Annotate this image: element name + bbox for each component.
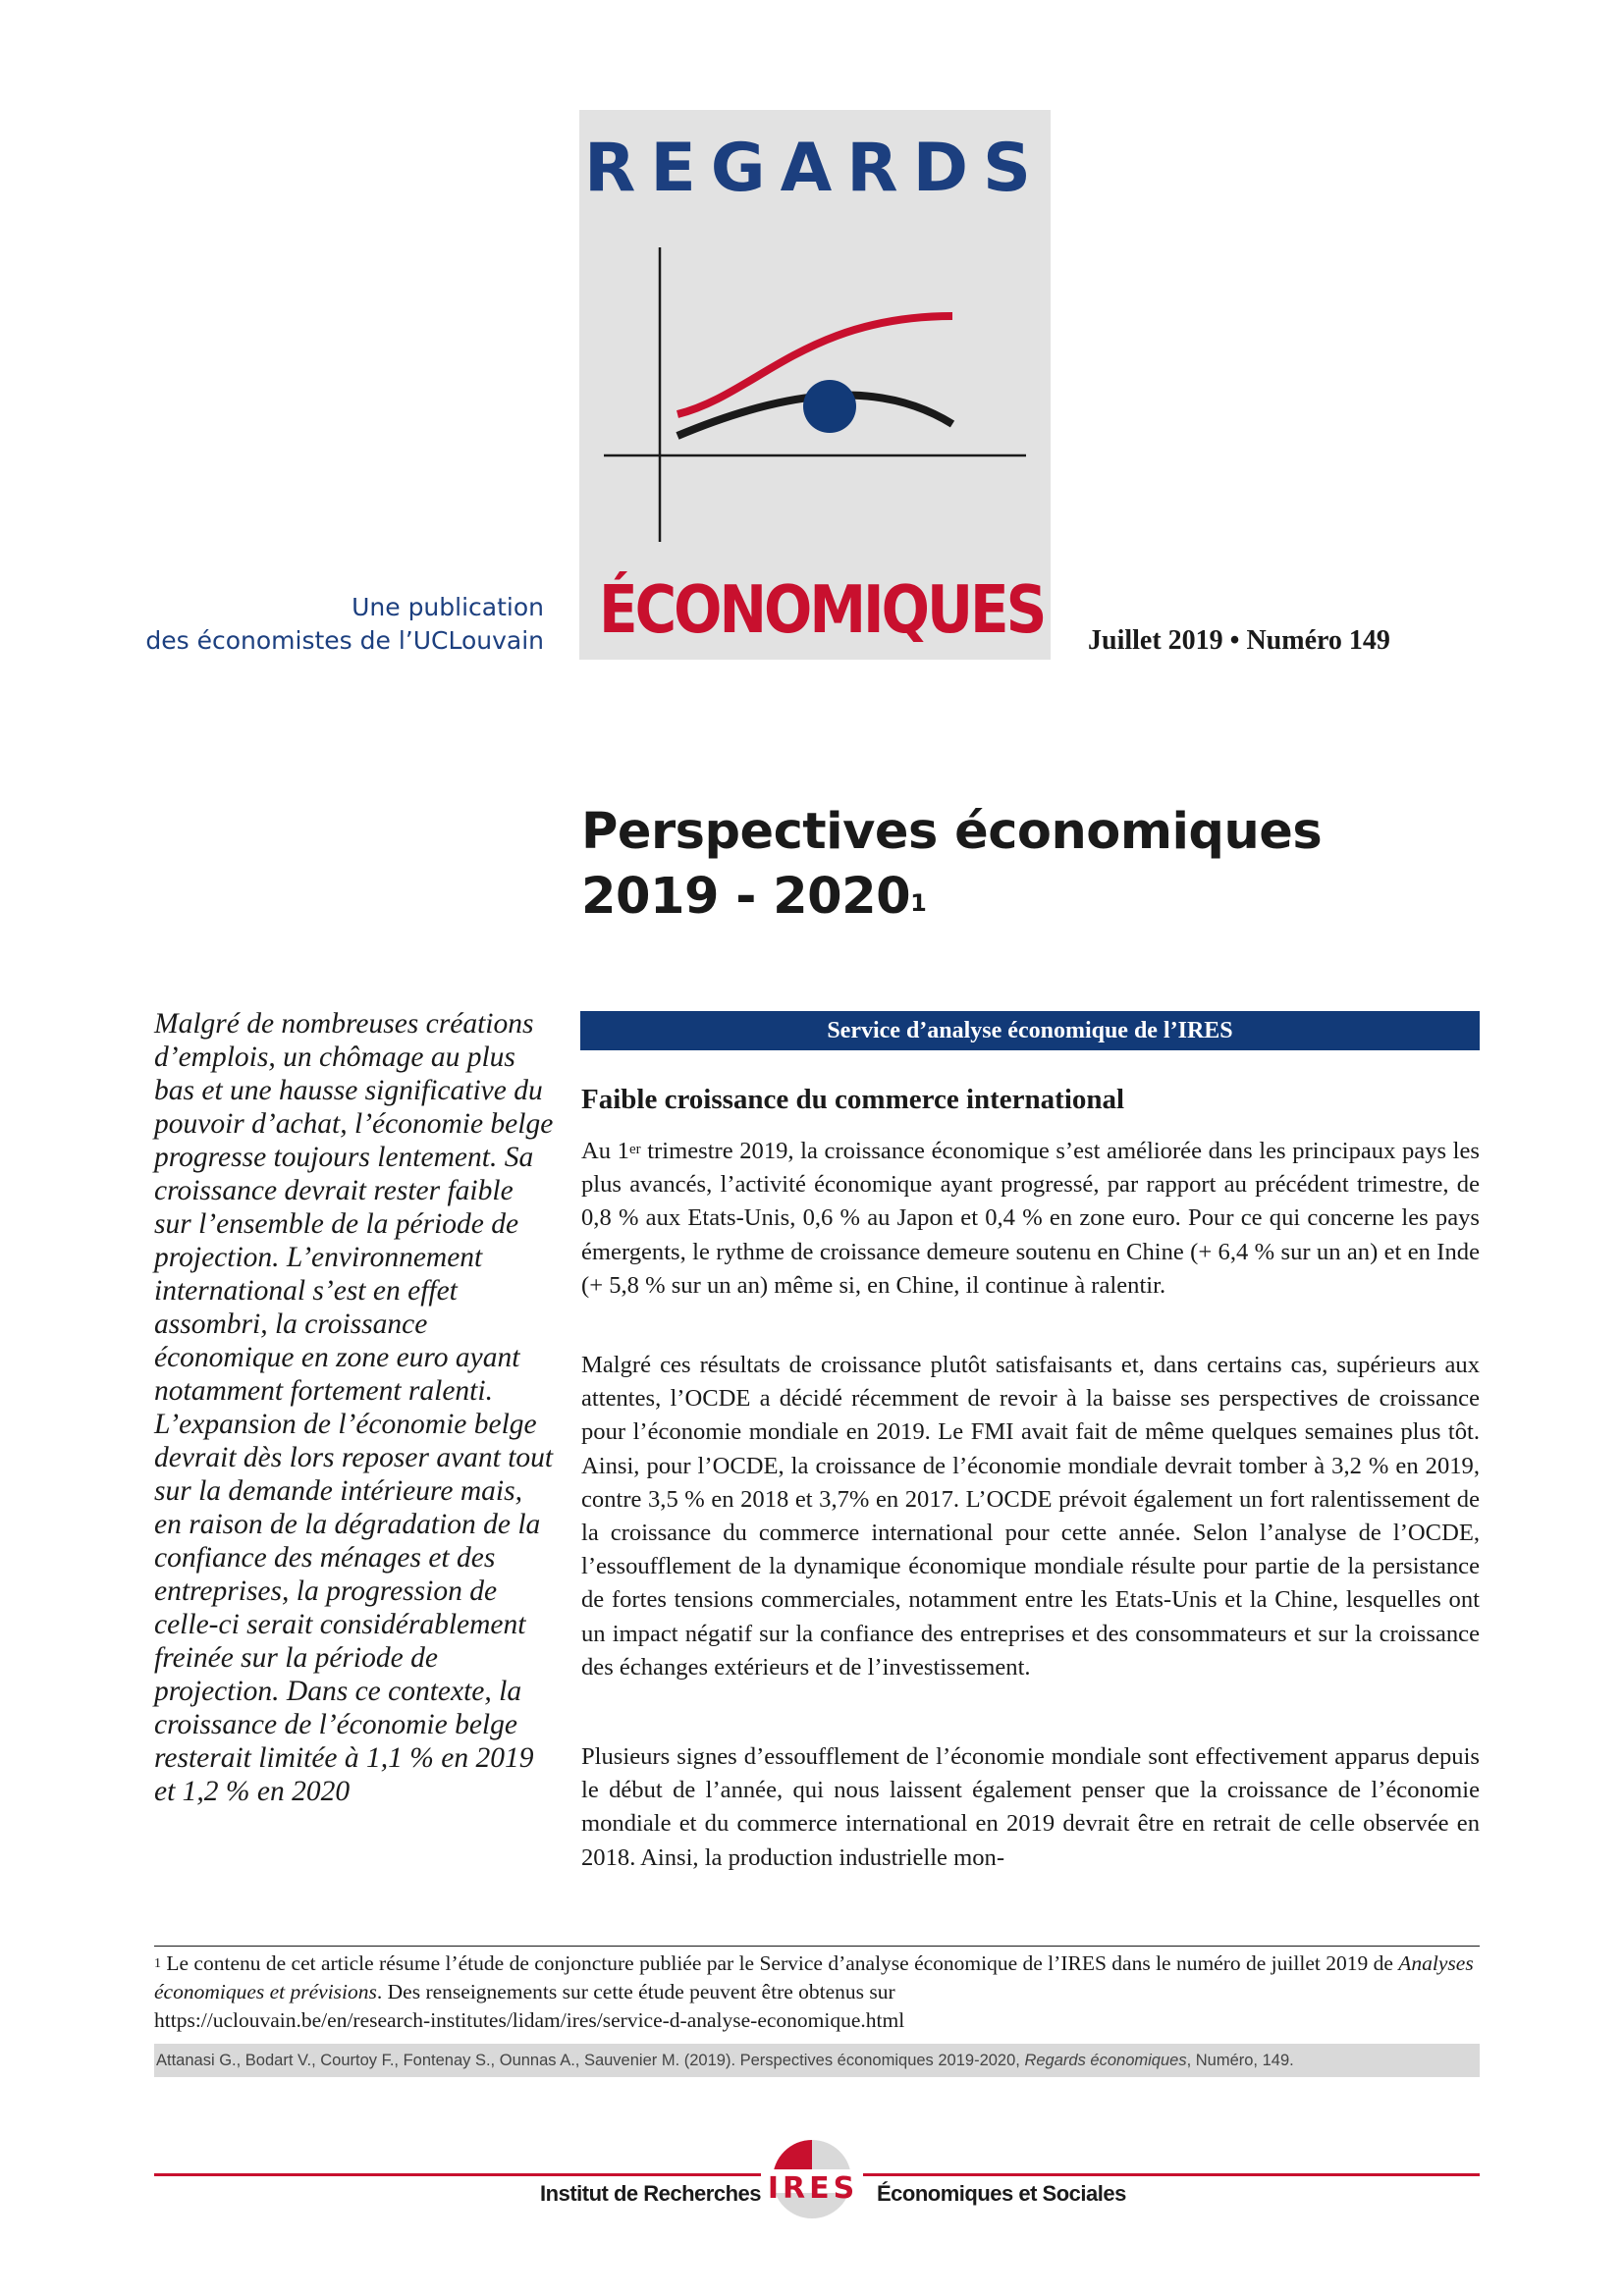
issue-date-number: Juillet 2019 • Numéro 149 xyxy=(1088,625,1390,656)
abstract-text: Malgré de nombreuses créations d’emplois, un chômage au plus bas et une hausse significative du pouvoir d’achat, l’économie belge progresse toujours lentement. Sa croissance devrait rester faible sur l’ensemble de la période de projection. L’environnement international s’est en effet assombri, la croissance économique en zone euro ayant notamment fortement ralenti. L’expansion de l’économie belge devrait dès lors reposer avant tout sur la demande intérieure mais, en raison de la dégradation de la confiance des ménages et des entreprises, la progression de celle-ci serait considérablement freinée sur la période de projection. Dans ce contexte, la croissance de l’économie belge resterait limitée à 1,1 % en 2019 et 1,2 % en 2020 xyxy=(154,1008,554,1807)
publication-line-1: Une publication xyxy=(352,593,544,621)
logo-economiques-text: ÉCONOMIQUES xyxy=(599,571,1045,649)
article-title xyxy=(581,800,1465,930)
title-line-1: Perspectives économiques xyxy=(581,803,1323,861)
publication-line-2: des économistes de l’UCLouvain xyxy=(145,626,544,655)
footer-institute-left: Institut de Recherches xyxy=(540,2181,761,2206)
footer-ires-wordmark: IRES xyxy=(767,2171,859,2206)
title-line-2: 2019 - 2020$^1$ xyxy=(581,868,927,926)
body-paragraph-2: Malgré ces résultats de croissance plutôt satisfaisants et, dans certains cas, supérieurs aux attentes, l’OCDE a décidé récemment de revoir à la baisse ses perspectives de croissance pour l’économie mondiale en 2019. Le FMI avait fait de même quelques semaines plus tôt. Ainsi, pour l’OCDE, la croissance de l’économie mondiale devrait tomber à 3,2 % en 2019, contre 3,5 % en 2018 et 3,7% en 2017. L’OCDE prévoit également un fort ralentissement de la croissance du commerce international pour cette année. Selon l’analyse de l’OCDE, l’essoufflement de la dynamique économique mondiale résulte pour partie de la persistance de fortes tensions commerciales, notamment entre les Etats-Unis et la Chine, lesquelles ont un impact négatif sur la confiance des entreprises et des consommateurs et sur la croissance des échanges extérieurs et de l’investissement. xyxy=(581,1352,1480,1681)
footer-institute-right: Économiques et Sociales xyxy=(877,2181,1126,2206)
body-paragraph-3: Plusieurs signes d’essoufflement de l’économie mondiale sont effectivement apparus depuis le début de l’année, qui nous laissent également penser que la croissance de l’économie mondiale et du commerce international en 2019 devrait être en retrait de celle observée en 2018. Ainsi, la production industrielle mon- xyxy=(581,1743,1480,1871)
footnote-url-link[interactable]: https://uclouvain.be/en/research-institutes/lidam/ires/service-d-analyse-economique.html xyxy=(154,2008,905,2032)
body-paragraph-1: Au 1er trimestre 2019, la croissance économique s’est améliorée dans les principaux pays les plus avancés, l’activité économique ayant progressé, par rapport au précédent trimestre, de 0,8 % aux Etats-Unis, 0,6 % au Japon et 0,4 % en zone euro. Pour ce qui concerne les pays émergents, le rythme de croissance demeure soutenu en Chine (+ 6,4 % sur un an) et en Inde (+ 5,8 % sur un an) même si, en Chine, il continue à ralentir. xyxy=(581,1138,1480,1299)
section-heading: Faible croissance du commerce international xyxy=(581,1084,1125,1115)
logo-regards-text: REGARDS xyxy=(583,130,1047,207)
footnote-divider xyxy=(154,1946,1480,1947)
citation-bar: Attanasi G., Bodart V., Courtoy F., Fontenay S., Ounnas A., Sauvenier M. (2019). Perspectives économiques 2019-2020, Regards économiques, Numéro, 149. xyxy=(154,2044,1480,2077)
service-banner: Service d’analyse économique de l’IRES xyxy=(580,1011,1480,1050)
footnote: $^1$ Le contenu de cet article résume l’étude de conjoncture publiée par le Service d’analyse économique de l’IRES dans le numéro de juillet 2019 de Analyses économiques et prévisions. Des renseignements sur cette étude peuvent être obtenus sur https://uclouvain.be/en/research-institutes/lidam/ires/service-d-analyse-economique.html xyxy=(154,1951,1474,2032)
title-footnote-marker[interactable]: 1 xyxy=(910,889,927,917)
publication-credit xyxy=(137,591,544,658)
